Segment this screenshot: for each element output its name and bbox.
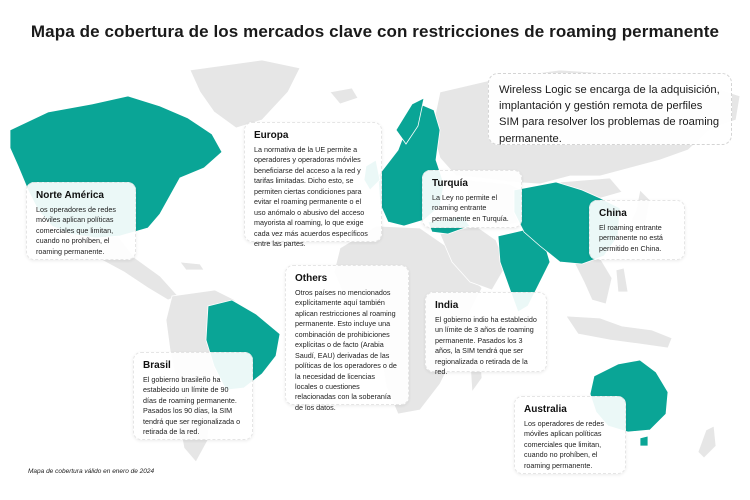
card-text: El roaming entrante permanente no está permitido en China. bbox=[599, 223, 663, 253]
map-title: Mapa de cobertura de los mercados clave con restricciones de roaming permanente bbox=[30, 22, 720, 41]
iceland bbox=[330, 88, 358, 104]
info-box-text: Wireless Logic se encarga de la adquisición, implantación y gestión remota de perfiles SIM para resolver los problemas de roaming permanente. bbox=[499, 84, 720, 145]
new-zealand bbox=[698, 426, 716, 458]
card-china bbox=[589, 200, 685, 260]
card-europe bbox=[244, 122, 382, 248]
card-title: Australia bbox=[524, 404, 567, 415]
philippines bbox=[616, 268, 628, 292]
info-box bbox=[488, 73, 732, 145]
card-text: Los operadores de redes móviles aplican políticas comerciales que limitan, cuando no prohíben, el roaming permanente. bbox=[36, 205, 116, 256]
footnote: Mapa de cobertura válido en enero de 2024 bbox=[28, 468, 155, 475]
card-title: Brasil bbox=[143, 360, 171, 371]
card-title: Europa bbox=[254, 130, 289, 141]
card-text: Los operadores de redes móviles aplican políticas comerciales que limitan, cuando no prohíben, el roaming permanente. bbox=[524, 419, 604, 470]
card-title: India bbox=[435, 300, 459, 311]
card-text: El gobierno indio ha establecido un límite de 3 años de roaming permanente. Pasados los 3 años, la SIM tendrá que ser regionalizada o retirada de la red. bbox=[435, 315, 537, 377]
caribbean bbox=[180, 262, 204, 270]
card-text: El gobierno brasileño ha establecido un límite de 90 días de roaming permanente. Pasados los 90 días, la SIM tendrá que ser regionalizada o retirada de la red. bbox=[143, 375, 241, 437]
card-title: China bbox=[599, 208, 627, 219]
southeast-asia bbox=[574, 258, 612, 304]
card-text: La normativa de la UE permite a operadores y operadoras móviles beneficiarse del acceso a la red y tarifas limitadas. Dicho esto, se permiten ciertas condiciones para evitar el roaming permanente o el uso anómalo o abusivo del acceso mayorista al roaming, lo que exige cada vez más acuerdos específicos entre las partes. bbox=[254, 145, 368, 248]
card-brazil bbox=[133, 352, 253, 440]
tasmania bbox=[640, 436, 648, 446]
card-north-america bbox=[26, 182, 136, 260]
card-australia bbox=[514, 396, 626, 474]
greenland bbox=[190, 60, 300, 128]
card-title: Turquía bbox=[432, 178, 468, 189]
card-title: Others bbox=[295, 273, 328, 284]
card-turkey bbox=[422, 170, 522, 228]
card-others bbox=[285, 265, 409, 412]
card-india bbox=[425, 292, 547, 377]
card-text: Otros países no mencionados explícitamente aquí también aplican restricciones al roaming permanente. Esto incluye una combinación de prohibiciones explícitas o de facto (Arabia Saudí, EAU) derivadas de las políticas de los operadores o de la necesidad de licencias locales o cuestiones relacionadas con la soberanía de los datos. bbox=[295, 288, 397, 412]
card-text: La Ley no permite el roaming entrante permanente en Turquía. bbox=[432, 193, 509, 223]
indonesia bbox=[566, 316, 672, 348]
card-title: Norte América bbox=[36, 190, 104, 201]
